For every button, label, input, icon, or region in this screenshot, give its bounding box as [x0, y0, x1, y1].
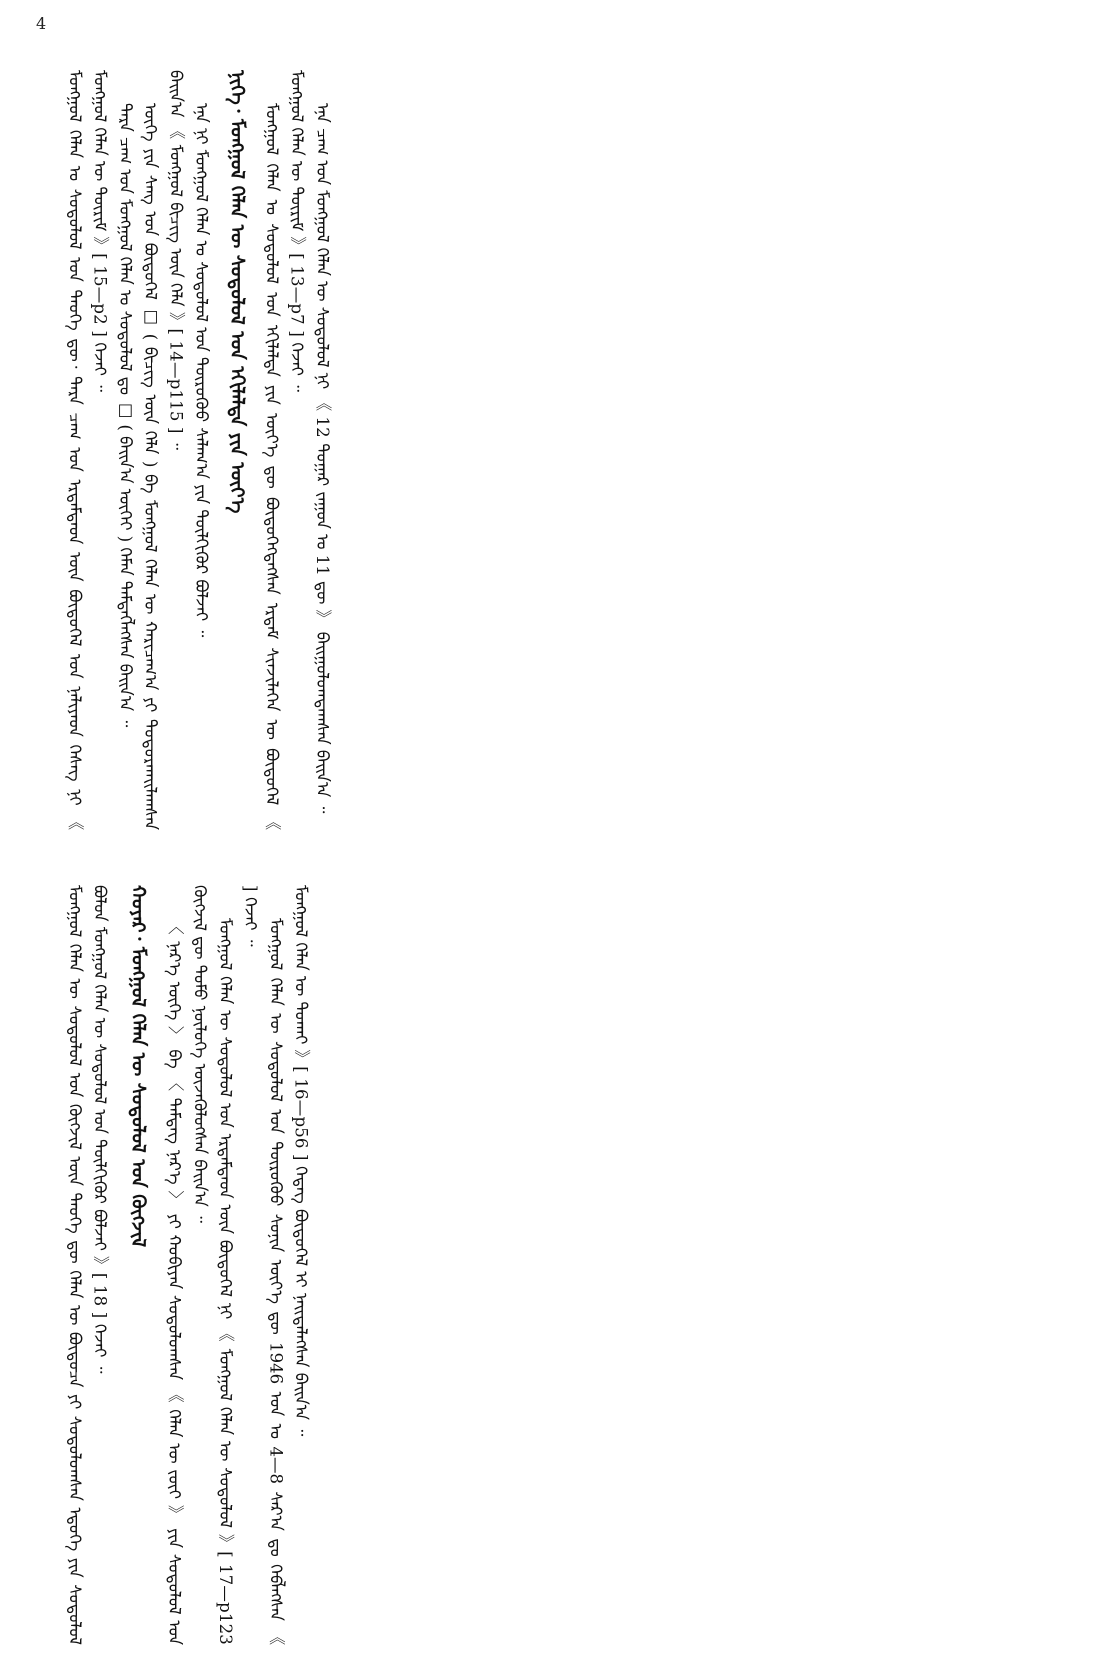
right-column-text	[62, 885, 1022, 1645]
paragraph: ᠮᠣᠩᠭᠣᠯ ᠬᠡᠯᠡᠨ ᠦ ᠰᠤᠳᠤᠯᠤᠯ ᠤᠨ ᠲᠦᠷᠦᠭᠦᠦ ᠰᠣᠨᠢᠨ ᠦᠶ᠎ᠡ ᠳᠦ 1946 ᠣᠨ ᠤ 4—8 ᠰᠠᠷ᠎ᠠ ᠳᠤ ᠬᠡᠪᠯᠡᠭᠰᠡᠨ 《 ᠮᠣᠩᠭᠣᠯ ᠬᠡᠯᠡᠨ ᠦ ᠲᠤᠬᠠᠢ 》[ 16—p56 ] ᠭᠡᠳᠡᠭ ᠪᠦᠲᠦᠭᠡᠯ ᠢ ᠨᠡᠢᠲᠡᠯᠡᠭᠰᠡᠨ ᠪᠠᠢᠨ᠎ᠠ ᠃	[266, 885, 311, 1645]
paragraph: ᠦᠭᠡ ᠶᠢᠨ ᠰᠠᠩ ᠤᠨ ᠪᠦᠲᠦᠭᠡᠯ □ ( ᠪᠢᠴᠢᠭ᠌ ᠦᠨ ᠬᠡᠯᠡ ) ᠪᠠ ᠮᠣᠩᠭᠣᠯ ᠬᠡᠯᠡᠨ ᠦ ᠬᠠᠷᠢᠴᠠᠭ᠎ᠠ ᠶᠢ ᠲᠣᠳᠣᠷᠬᠠᠢᠯᠠᠭᠰᠠᠨ ᠪᠠᠢᠨ᠎ᠠ 《 ᠮᠣᠩᠭᠣᠯ ᠪᠢᠴᠢᠭ᠌ ᠦᠨ ᠬᠡᠯᠡ 》[ 14—p115 ] ᠃	[141, 70, 186, 830]
paragraph: ᠮᠣᠩᠭᠣᠯ ᠬᠡᠯᠡᠨ ᠦ ᠰᠤᠳᠤᠯᠤᠯ ᠤᠨ ᠬᠥᠭᠵᠢᠯ ᠦᠨ ᠲᠡᠦᠬᠡ ᠳᠦ ᠬᠡᠯᠡᠨ ᠦ ᠪᠦᠲᠦᠴᠡ ᠶᠢ ᠰᠤᠳᠤᠯᠤᠭᠰᠠᠨ ᠡᠳᠦᠭᠡ ᠶᠢᠨ ᠰᠤᠳᠤᠯᠤᠯ ᠪᠣᠯᠤᠨ ᠮᠣᠩᠭᠣᠯ ᠬᠡᠯᠡᠨ ᠦ ᠰᠤᠳᠤᠯᠤᠯ ᠤᠨ ᠲᠦᠯᠬᠢᠭᠦᠷ ᠪᠣᠯᠵᠠᠢ 》[ 18 ] ᠭᠡᠵᠡᠢ ᠃	[65, 885, 110, 1645]
paragraph: ᠡᠨᠡ ᠨᠢ ᠮᠣᠩᠭᠣᠯ ᠬᠡᠯᠡᠨ ᠤ ᠰᠤᠳᠤᠯᠤᠯ ᠤᠨ ᠲᠦᠷᠦᠭᠦᠦ ᠰᠠᠯᠠᠭ᠎ᠠ ᠶᠢᠨ ᠲᠦᠯᠬᠢᠭᠦᠷ ᠪᠣᠯᠵᠠᠢ ᠃	[191, 103, 211, 638]
section-heading-2: ᠬᠣᠶᠠᠷ᠂ ᠮᠣᠩᠭᠣᠯ ᠬᠡᠯᠡᠨ ᠦ ᠰᠤᠳᠤᠯᠤᠯ ᠤᠨ ᠬᠥᠭᠵᠢᠯ	[126, 885, 149, 1248]
paragraph: 〈 ᠨᠡᠷ᠎ᠡ ᠦᠭᠡ 〉 ᠪᠠ 〈 ᠲᠡᠮᠳᠡᠭ ᠨᠡᠷ᠎ᠡ 〉 ᠶᠢ ᠬᠤᠪᠢᠶᠠᠨ ᠰᠤᠳᠤᠯᠤᠭᠰᠠᠨ 《 ᠬᠡᠯᠡᠨ ᠦ ᠵᠦᠢ 》 ᠶᠢᠨ ᠰᠤᠳᠤᠯᠤᠯ ᠤᠨ ᠬᠥᠭᠵᠢᠯ ᠳᠦ ᠲᠣᠮᠣ ᠨᠥᠯᠦᠭᠡ ᠦᠵᠡᠭᠦᠯᠦᠭᠰᠡᠨ ᠪᠠᠢᠨ᠎ᠠ ᠃	[165, 885, 210, 1645]
paragraph: ᠮᠣᠩᠭᠣᠯ ᠬᠡᠯᠡᠨ ᠤ ᠰᠤᠳᠤᠯᠤᠯ ᠤᠨ ᠲᠡᠦᠬᠡ ᠳᠦ᠂ ᠲᠡᠷᠡ ᠴᠠᠭ ᠤᠨ ᠡᠷᠳᠡᠮᠲᠡᠳ ᠦᠨ ᠪᠦᠲᠦᠭᠡᠯ ᠤᠨ ᠨᠡᠯᠢᠶᠡᠳ ᠬᠡᠰᠡᠭ ᠨᠢ 《 ᠮᠣᠩᠭᠣᠯ ᠬᠡᠯᠡᠨ ᠦ ᠳᠦᠷᠢᠮ 》[ 15—p2 ] ᠭᠡᠵᠡᠢ ᠃	[65, 70, 110, 830]
left-column-text	[62, 70, 847, 830]
page-number: 4	[36, 14, 47, 33]
paragraph: ᠮᠣᠩᠭᠣᠯ ᠬᠡᠯᠡᠨ ᠦ ᠰᠤᠳᠤᠯᠤᠯ ᠤᠨ ᠡᠷᠳᠡᠮᠲᠡᠳ ᠦᠨ ᠪᠦᠲᠦᠭᠡᠯ ᠨᠢ 《 ᠮᠣᠩᠭᠣᠯ ᠬᠡᠯᠡᠨ ᠦ ᠰᠤᠳᠤᠯᠤᠯ 》[ 17—p123 ] ᠭᠡᠵᠡᠢ ᠃	[215, 885, 261, 1645]
paragraph: ᠲᠡᠷᠡ ᠴᠠᠭ ᠤᠨ ᠮᠣᠩᠭᠣᠯ ᠬᠡᠯᠡᠨ ᠤ ᠰᠤᠳᠤᠯᠤᠯ ᠳᠤ □ ( ᠪᠠᠢᠨ᠎ᠠ ᠦᠭᠡᠢ ) ᠬᠡᠮᠡᠨ ᠲᠡᠮᠳᠡᠭᠯᠡᠭᠰᠡᠨ ᠪᠠᠢᠨ᠎ᠠ ᠃	[115, 103, 135, 728]
section-heading-1: ᠨᠢᠭᠡ᠂ ᠮᠣᠩᠭᠣᠯ ᠬᠡᠯᠡᠨ ᠦ ᠰᠤᠳᠤᠯᠤᠯ ᠤᠨ ᠡᠬᠢᠯᠡᠯᠲᠡ ᠶᠢᠨ ᠦᠶ᠎ᠡ	[226, 70, 249, 514]
paragraph: ᠡᠨᠡ ᠴᠠᠭ ᠤᠨ ᠮᠣᠩᠭᠣᠯ ᠬᠡᠯᠡᠨ ᠦ ᠰᠤᠳᠤᠯᠤᠯ ᠨᠢ 《 12 ᠳᠤᠭᠠᠷ ᠵᠠᠭᠤᠨ ᠤ 11 ᠳᠦ 》 ᠪᠠᠢᠭᠤᠯᠤᠭᠳᠠᠭᠰᠠᠨ ᠪᠠᠢᠨ᠎ᠠ ᠃	[312, 103, 332, 814]
paragraph: ᠮᠣᠩᠭᠣᠯ ᠬᠡᠯᠡᠨ ᠤ ᠰᠤᠳᠤᠯᠤᠯ ᠤᠨ ᠡᠬᠢᠯᠡᠯᠲᠡ ᠶᠢᠨ ᠦᠶ᠎ᠡ ᠳᠦ ᠪᠦᠲᠦᠭᠡᠭᠳᠡᠭᠰᠡᠨ ᠡᠷᠳᠡᠮ ᠰᠢᠨᠵᠢᠯᠡᠭᠡᠨ ᠦ ᠪᠦᠲᠦᠭᠡᠯ 《 ᠮᠣᠩᠭᠣᠯ ᠬᠡᠯᠡᠨ ᠦ ᠳᠦᠷᠢᠮ 》[ 13—p7 ] ᠭᠡᠵᠡᠢ ᠃	[262, 70, 307, 830]
